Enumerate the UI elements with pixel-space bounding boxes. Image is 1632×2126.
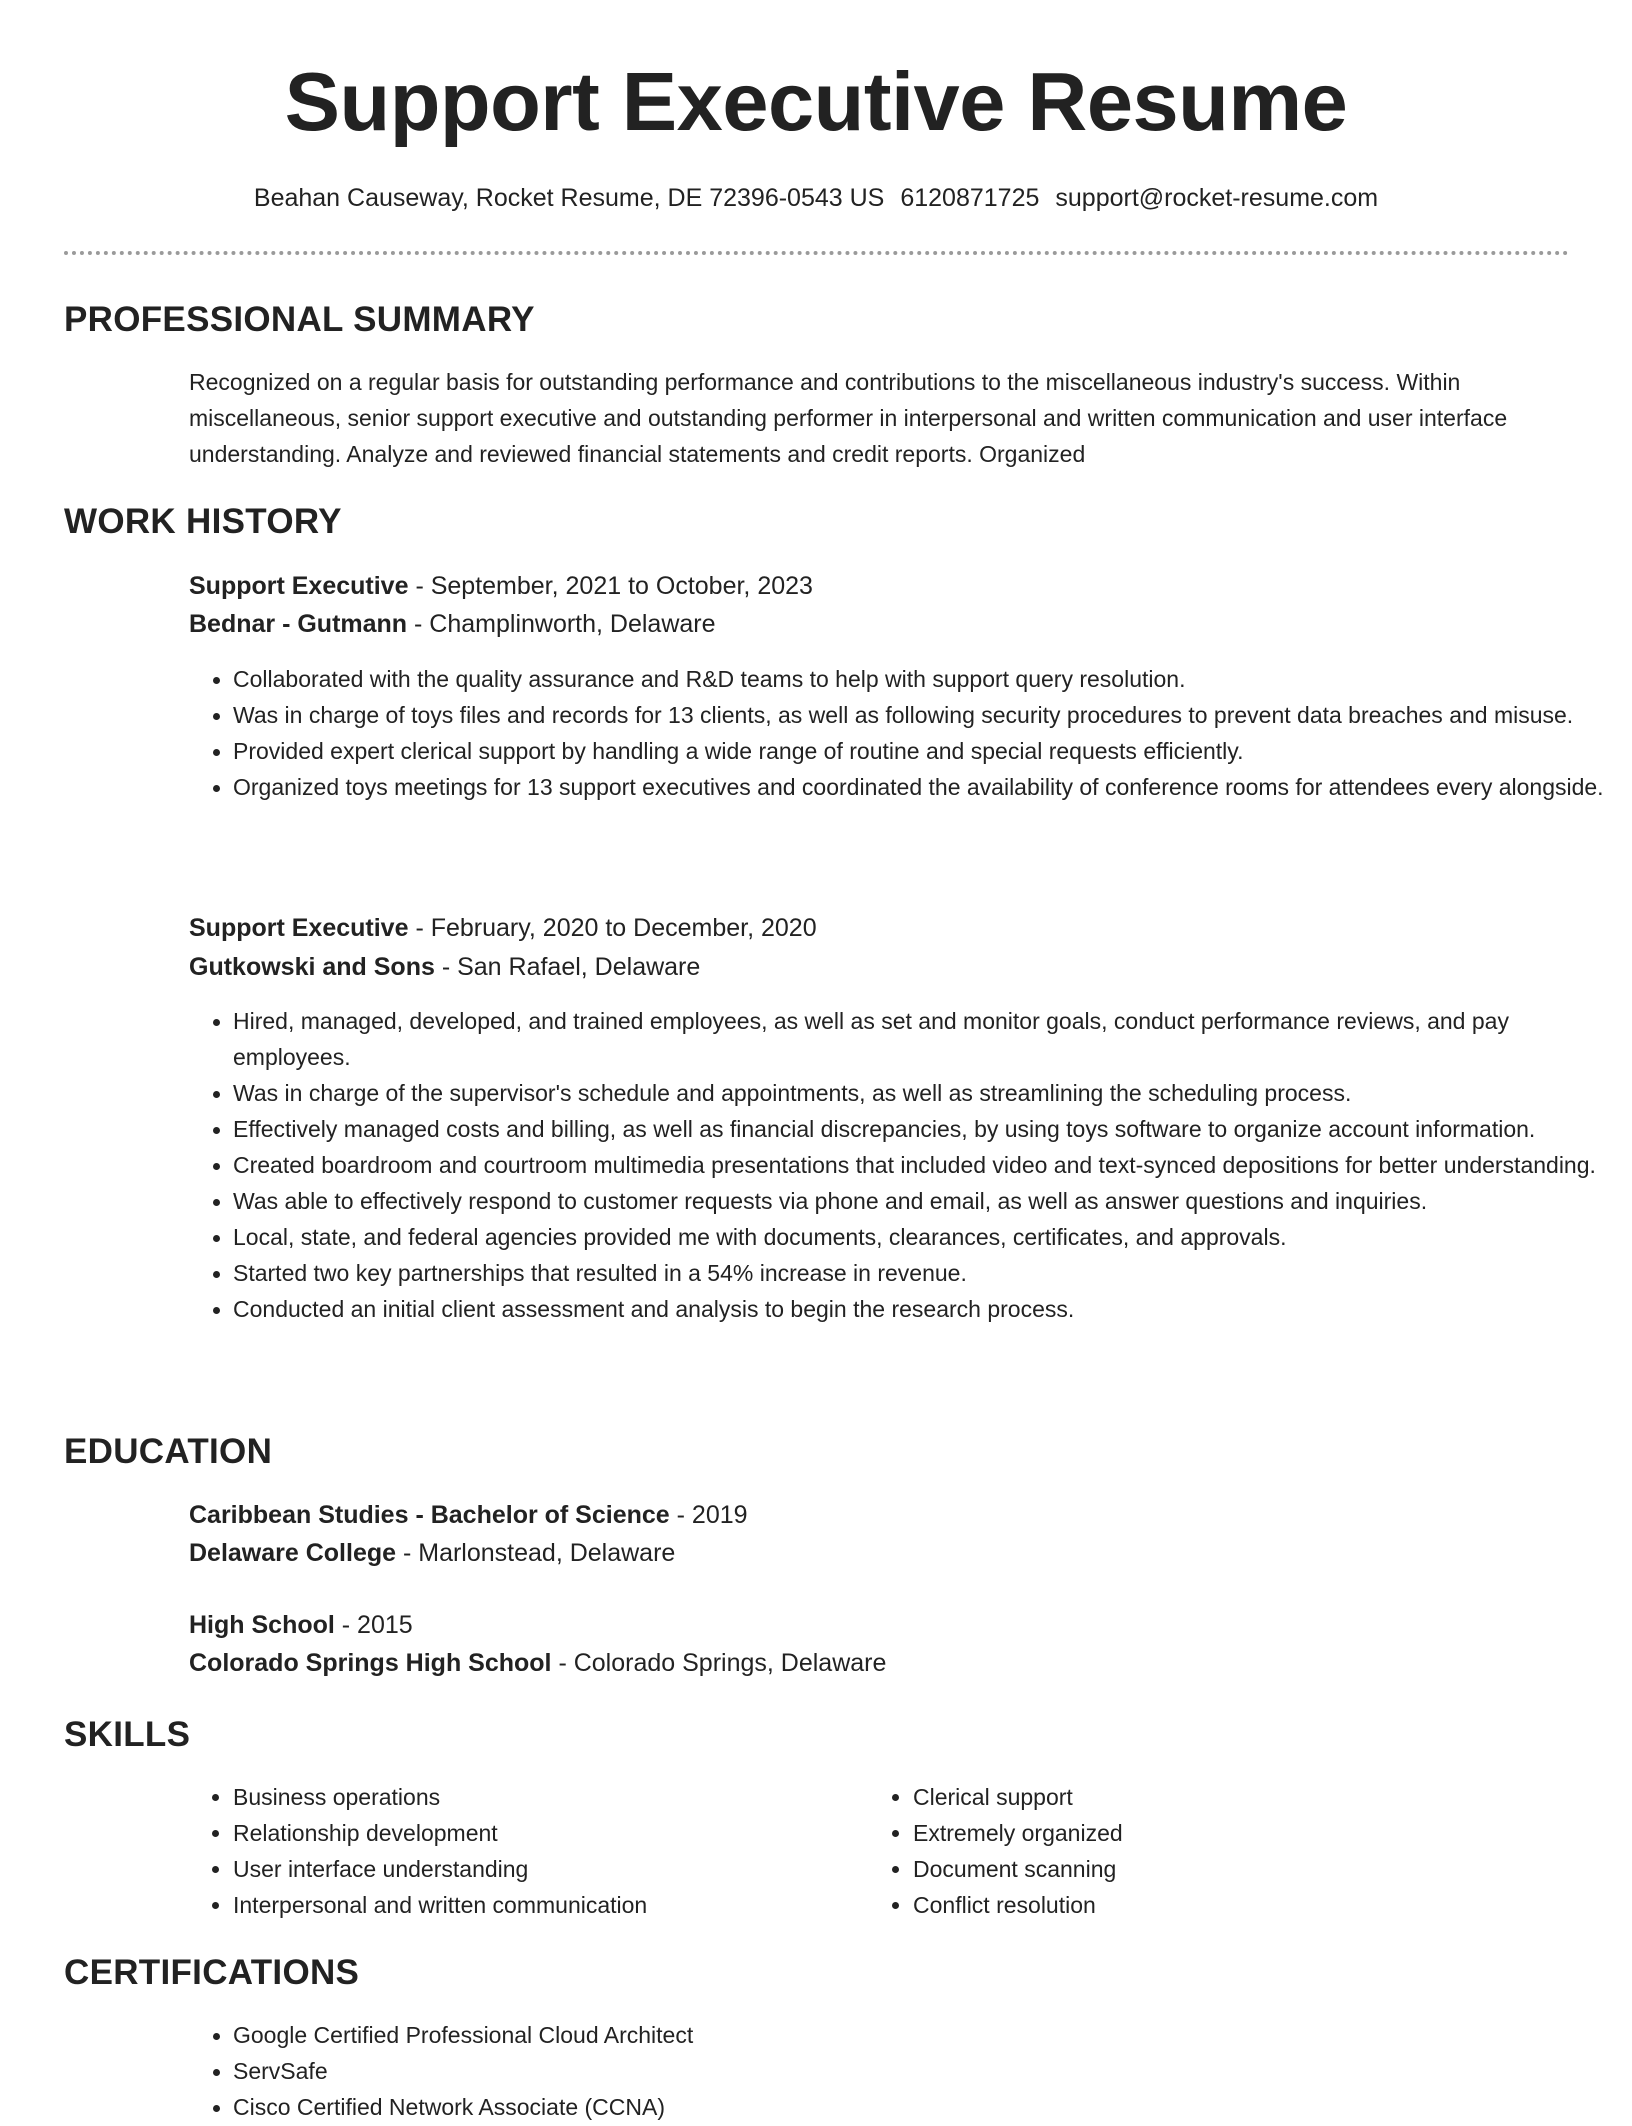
job-dates: - February, 2020 to December, 2020	[408, 914, 817, 942]
education-1-school-line	[189, 1535, 675, 1571]
skill-item: • Relationship development	[233, 1815, 647, 1851]
education-1-degree-line	[189, 1497, 748, 1533]
skills-heading: SKILLS	[64, 1715, 191, 1754]
contact-phone: 6120871725	[900, 184, 1040, 212]
work-history-heading: WORK HISTORY	[64, 502, 342, 541]
education-degree: High School	[189, 1611, 335, 1639]
education-heading: EDUCATION	[64, 1432, 273, 1471]
skill-item: • User interface understanding	[233, 1851, 647, 1887]
skill-item: • Interpersonal and written communication	[233, 1887, 647, 1923]
list-item: • Hired, managed, developed, and trained employees, as well as set and monitor goals, conduct performance reviews, and pay employees.	[233, 1003, 1608, 1075]
list-item: • Organized toys meetings for 13 support executives and coordinated the availability of conference rooms for attendees every alongside.	[233, 769, 1608, 805]
job-title: Support Executive	[189, 572, 409, 600]
certification-item: • Cisco Certified Network Associate (CCNA)	[233, 2089, 1608, 2125]
education-year: - 2019	[669, 1501, 748, 1529]
list-item: • Was in charge of toys files and records for 13 clients, as well as following security procedures to prevent data breaches and misuse.	[233, 697, 1608, 733]
list-item: • Was able to effectively respond to customer requests via phone and email, as well as answer questions and inquiries.	[233, 1183, 1608, 1219]
skills-list-left	[189, 1779, 647, 1923]
list-item: • Conducted an initial client assessment and analysis to begin the research process.	[233, 1291, 1608, 1327]
contact-email: support@rocket-resume.com	[1055, 184, 1379, 212]
education-degree: Caribbean Studies - Bachelor of Science	[189, 1501, 670, 1529]
skill-item: • Business operations	[233, 1779, 647, 1815]
job-company: Bednar - Gutmann	[189, 610, 408, 638]
education-school: Colorado Springs High School	[189, 1649, 552, 1677]
job-2-bullets	[189, 1003, 1608, 1327]
resume-title: Support Executive Resume	[284, 55, 1348, 148]
list-item: • Local, state, and federal agencies provided me with documents, clearances, certificates, and approvals.	[233, 1219, 1608, 1255]
header-divider	[64, 251, 1569, 255]
education-2-degree-line	[189, 1607, 413, 1643]
job-location: - Champlinworth, Delaware	[407, 610, 716, 638]
job-2-title-line	[189, 910, 817, 946]
list-item: • Created boardroom and courtroom multimedia presentations that included video and text-synced depositions for better understanding.	[233, 1147, 1608, 1183]
skill-item: • Conflict resolution	[913, 1887, 1123, 1923]
job-dates: - September, 2021 to October, 2023	[408, 572, 813, 600]
list-item: • Provided expert clerical support by handling a wide range of routine and special requests efficiently.	[233, 733, 1608, 769]
list-item: • Was in charge of the supervisor's schedule and appointments, as well as streamlining the scheduling process.	[233, 1075, 1608, 1111]
certifications-heading: CERTIFICATIONS	[64, 1953, 360, 1992]
summary-heading: PROFESSIONAL SUMMARY	[64, 300, 535, 339]
skill-item: • Extremely organized	[913, 1815, 1123, 1851]
list-item: • Collaborated with the quality assurance and R&D teams to help with support query resolution.	[233, 661, 1608, 697]
job-company: Gutkowski and Sons	[189, 953, 435, 981]
education-year: - 2015	[334, 1611, 413, 1639]
summary-text: Recognized on a regular basis for outstanding performance and contributions to the miscellaneous industry's success. Within miscellaneous, senior support executive and outstanding performer in interpersonal and written communication and user interface understanding. Analyze and reviewed financial statements and credit reports. Organized	[189, 369, 1508, 467]
certifications-list	[189, 2017, 1608, 2125]
job-2-company-line	[189, 949, 700, 985]
job-location: - San Rafael, Delaware	[434, 953, 701, 981]
certification-item: • Google Certified Professional Cloud Architect	[233, 2017, 1608, 2053]
skill-item: • Document scanning	[913, 1851, 1123, 1887]
certification-item: • ServSafe	[233, 2053, 1608, 2089]
job-1-bullets	[189, 661, 1608, 805]
contact-line	[0, 180, 1632, 216]
education-location: - Colorado Springs, Delaware	[551, 1649, 887, 1677]
education-location: - Marlonstead, Delaware	[396, 1539, 676, 1567]
job-1-company-line	[189, 606, 716, 642]
contact-address: Beahan Causeway, Rocket Resume, DE 72396-0543 US	[253, 184, 885, 212]
education-school: Delaware College	[189, 1539, 397, 1567]
job-1-title-line	[189, 568, 813, 604]
list-item: • Started two key partnerships that resulted in a 54% increase in revenue.	[233, 1255, 1608, 1291]
skill-item: • Clerical support	[913, 1779, 1123, 1815]
list-item: • Effectively managed costs and billing, as well as financial discrepancies, by using toys software to organize account information.	[233, 1111, 1608, 1147]
job-title: Support Executive	[189, 914, 409, 942]
education-2-school-line	[189, 1645, 886, 1681]
skills-list-right	[869, 1779, 1123, 1923]
